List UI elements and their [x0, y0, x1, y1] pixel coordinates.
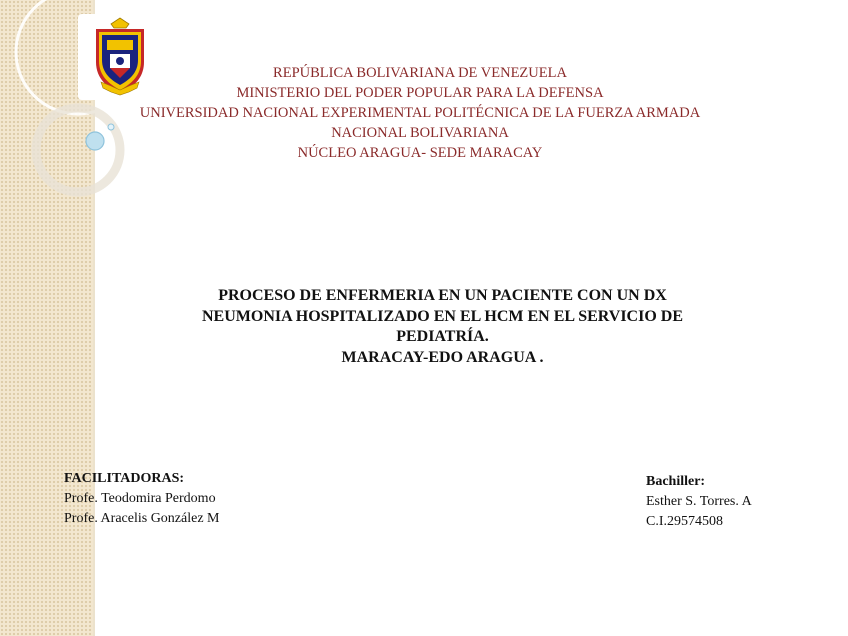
facilitators-block [64, 469, 220, 529]
facilitator-name: Profe. Aracelis González M [64, 511, 220, 526]
student-name: Esther S. Torres. A [646, 494, 752, 509]
institution-header [100, 63, 740, 163]
header-line-national: NACIONAL BOLIVARIANA [331, 125, 509, 141]
header-line-republic: REPÚBLICA BOLIVARIANA DE VENEZUELA [273, 65, 567, 81]
header-line-university: UNIVERSIDAD NACIONAL EXPERIMENTAL POLITÉCNICA DE LA FUERZA ARMADA [139, 105, 701, 121]
header-line-campus: NÚCLEO ARAGUA- SEDE MARACAY [297, 145, 543, 161]
student-id: C.I.29574508 [646, 514, 723, 529]
title-line-2: NEUMONIA HOSPITALIZADO EN EL HCM EN EL SERVICIO DE [201, 307, 683, 325]
student-heading: Bachiller: [646, 474, 706, 489]
student-block [646, 472, 752, 532]
document-title [140, 286, 745, 368]
title-line-4: MARACAY-EDO ARAGUA . [341, 348, 544, 366]
facilitators-heading: FACILITADORAS: [64, 471, 185, 486]
header-line-ministry: MINISTERIO DEL PODER POPULAR PARA LA DEFENSA [236, 85, 604, 101]
title-line-1: PROCESO DE ENFERMERIA EN UN PACIENTE CON UN DX [218, 287, 667, 304]
facilitator-name: Profe. Teodomira Perdomo [64, 491, 216, 506]
title-line-3: PEDIATRÍA. [396, 328, 489, 345]
